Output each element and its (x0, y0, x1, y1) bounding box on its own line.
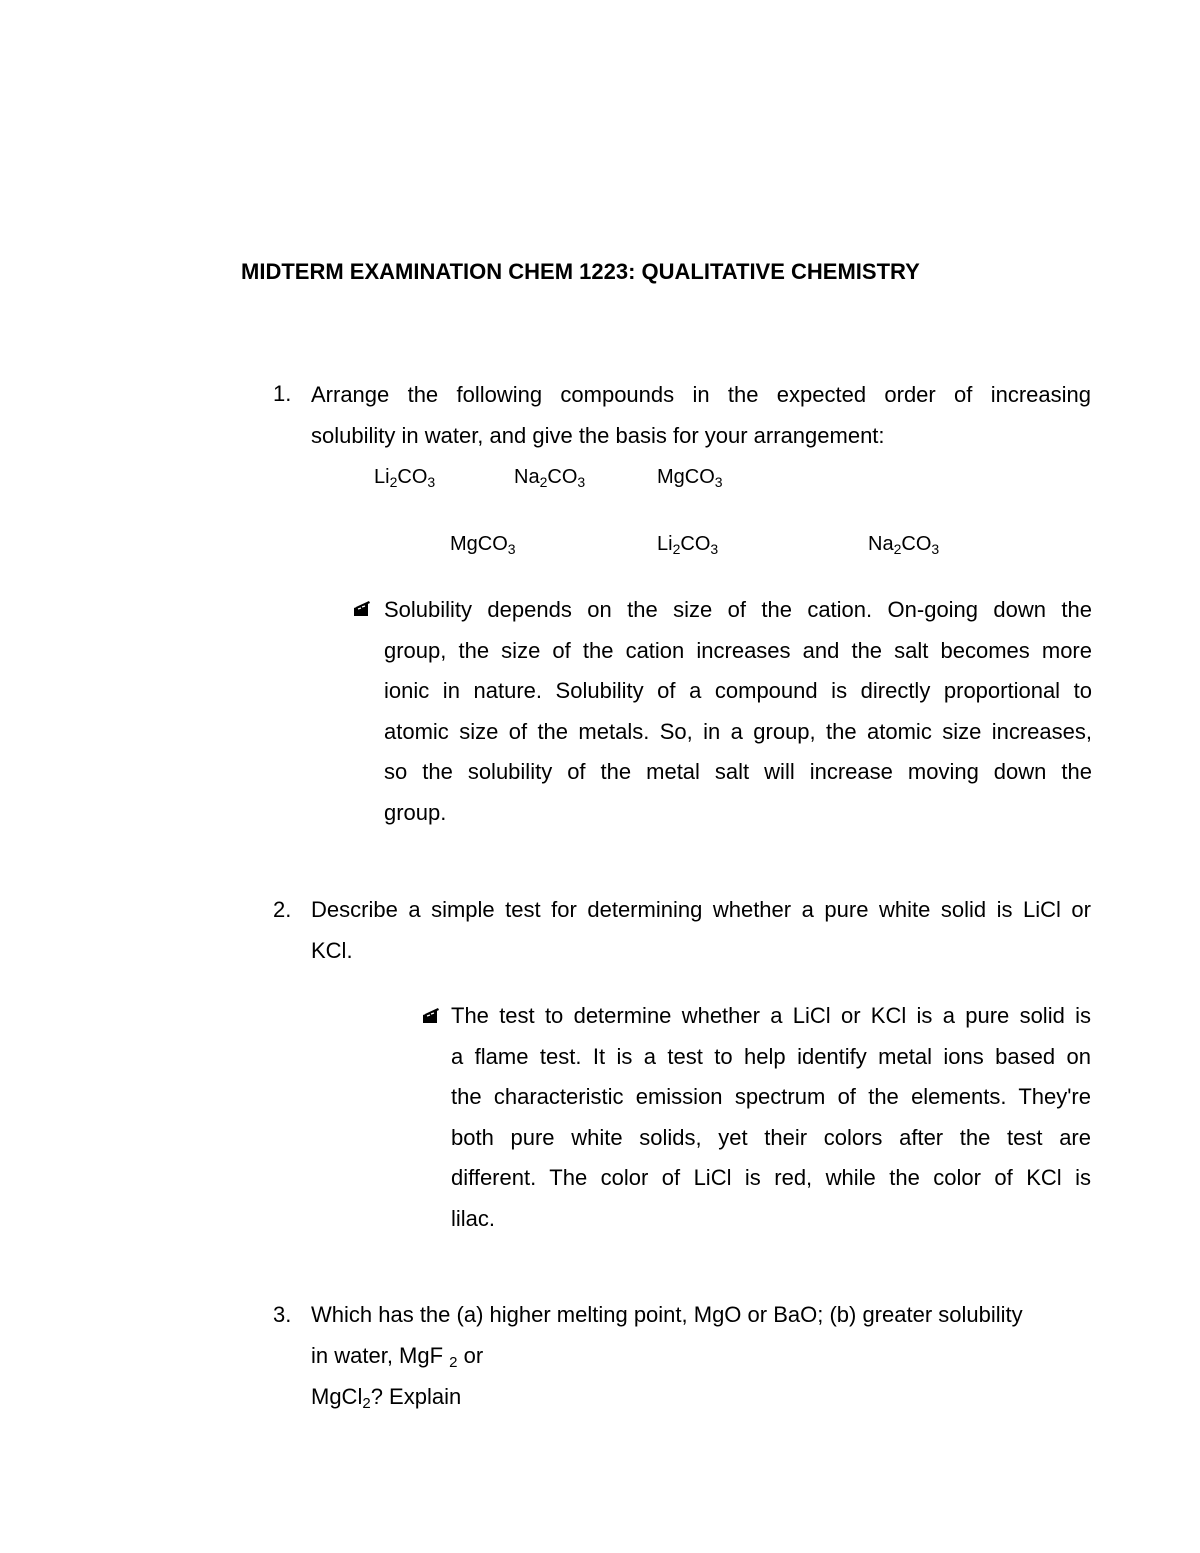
question-1-number: 1. (273, 381, 292, 406)
question-1-line-1: Arrange the following compounds in the expected order of increasing (311, 382, 1091, 407)
formula-order-1: MgCO$_3$ (450, 533, 516, 557)
answer-2-line: a flame test. It is a test to help identify metal ions based on (451, 1043, 1091, 1069)
answer-1-line: so the solubility of the metal salt will increase moving down the (384, 759, 1092, 785)
question-3-number: 3. (273, 1302, 292, 1327)
question-3-text (311, 1294, 1091, 1335)
question-1-text (311, 374, 1091, 456)
question-1-line-2: solubility in water, and give the basis for your arrangement: (311, 423, 885, 448)
answer-2-line: lilac. (451, 1205, 496, 1231)
question-2-text (311, 889, 1091, 971)
formula-order-2: $Li_2CO_3$ (657, 533, 719, 557)
formula-order-3: $Na_2CO_3$ (868, 533, 940, 557)
formula-given-3: MgCO$_3$ (657, 466, 723, 490)
answer-1-line: group. (384, 799, 447, 825)
answer-2-line: both pure white solids, yet their colors after the test are (451, 1124, 1091, 1150)
answer-1-line: group, the size of the cation increases and the salt becomes more (384, 637, 1092, 663)
answer-1-line: Solubility depends on the size of the cation. On-going down the (384, 597, 1092, 622)
answer-2 (451, 996, 1091, 1240)
page-title: MIDTERM EXAMINATION CHEM 1223: QUALITATIVE CHEMISTRY (241, 259, 920, 284)
question-2-number: 2. (273, 897, 292, 922)
question-2-line-1: Describe a simple test for determining whether a pure white solid is LiCl or (311, 897, 1091, 922)
question-2-line-2: KCl. (311, 938, 353, 963)
question-3-line-3: MgCl$_2$? Explain (311, 1384, 462, 1412)
question-3-line-1: Which has the (a) higher melting point, MgO or BaO; (b) greater solubility (311, 1302, 1023, 1327)
pencil-bullet-icon (352, 600, 372, 618)
answer-1-line: ionic in nature. Solubility of a compound is directly proportional to (384, 678, 1092, 704)
formula-given-1: $Li_2CO_3$ (374, 466, 436, 490)
answer-1-line: atomic size of the metals. So, in a group, the atomic size increases, (384, 718, 1092, 744)
answer-2-line: The test to determine whether a LiCl or KCl is a pure solid is (451, 1003, 1091, 1028)
pencil-bullet-icon (421, 1007, 441, 1025)
answer-2-line: the characteristic emission spectrum of the elements. They're (451, 1084, 1091, 1110)
answer-1 (384, 590, 1092, 834)
formula-given-2: $Na_2CO_3$ (514, 466, 586, 490)
question-3-line-2: in water, MgF $_2$ or (311, 1343, 484, 1371)
answer-2-line: different. The color of LiCl is red, while the color of KCl is (451, 1165, 1091, 1191)
